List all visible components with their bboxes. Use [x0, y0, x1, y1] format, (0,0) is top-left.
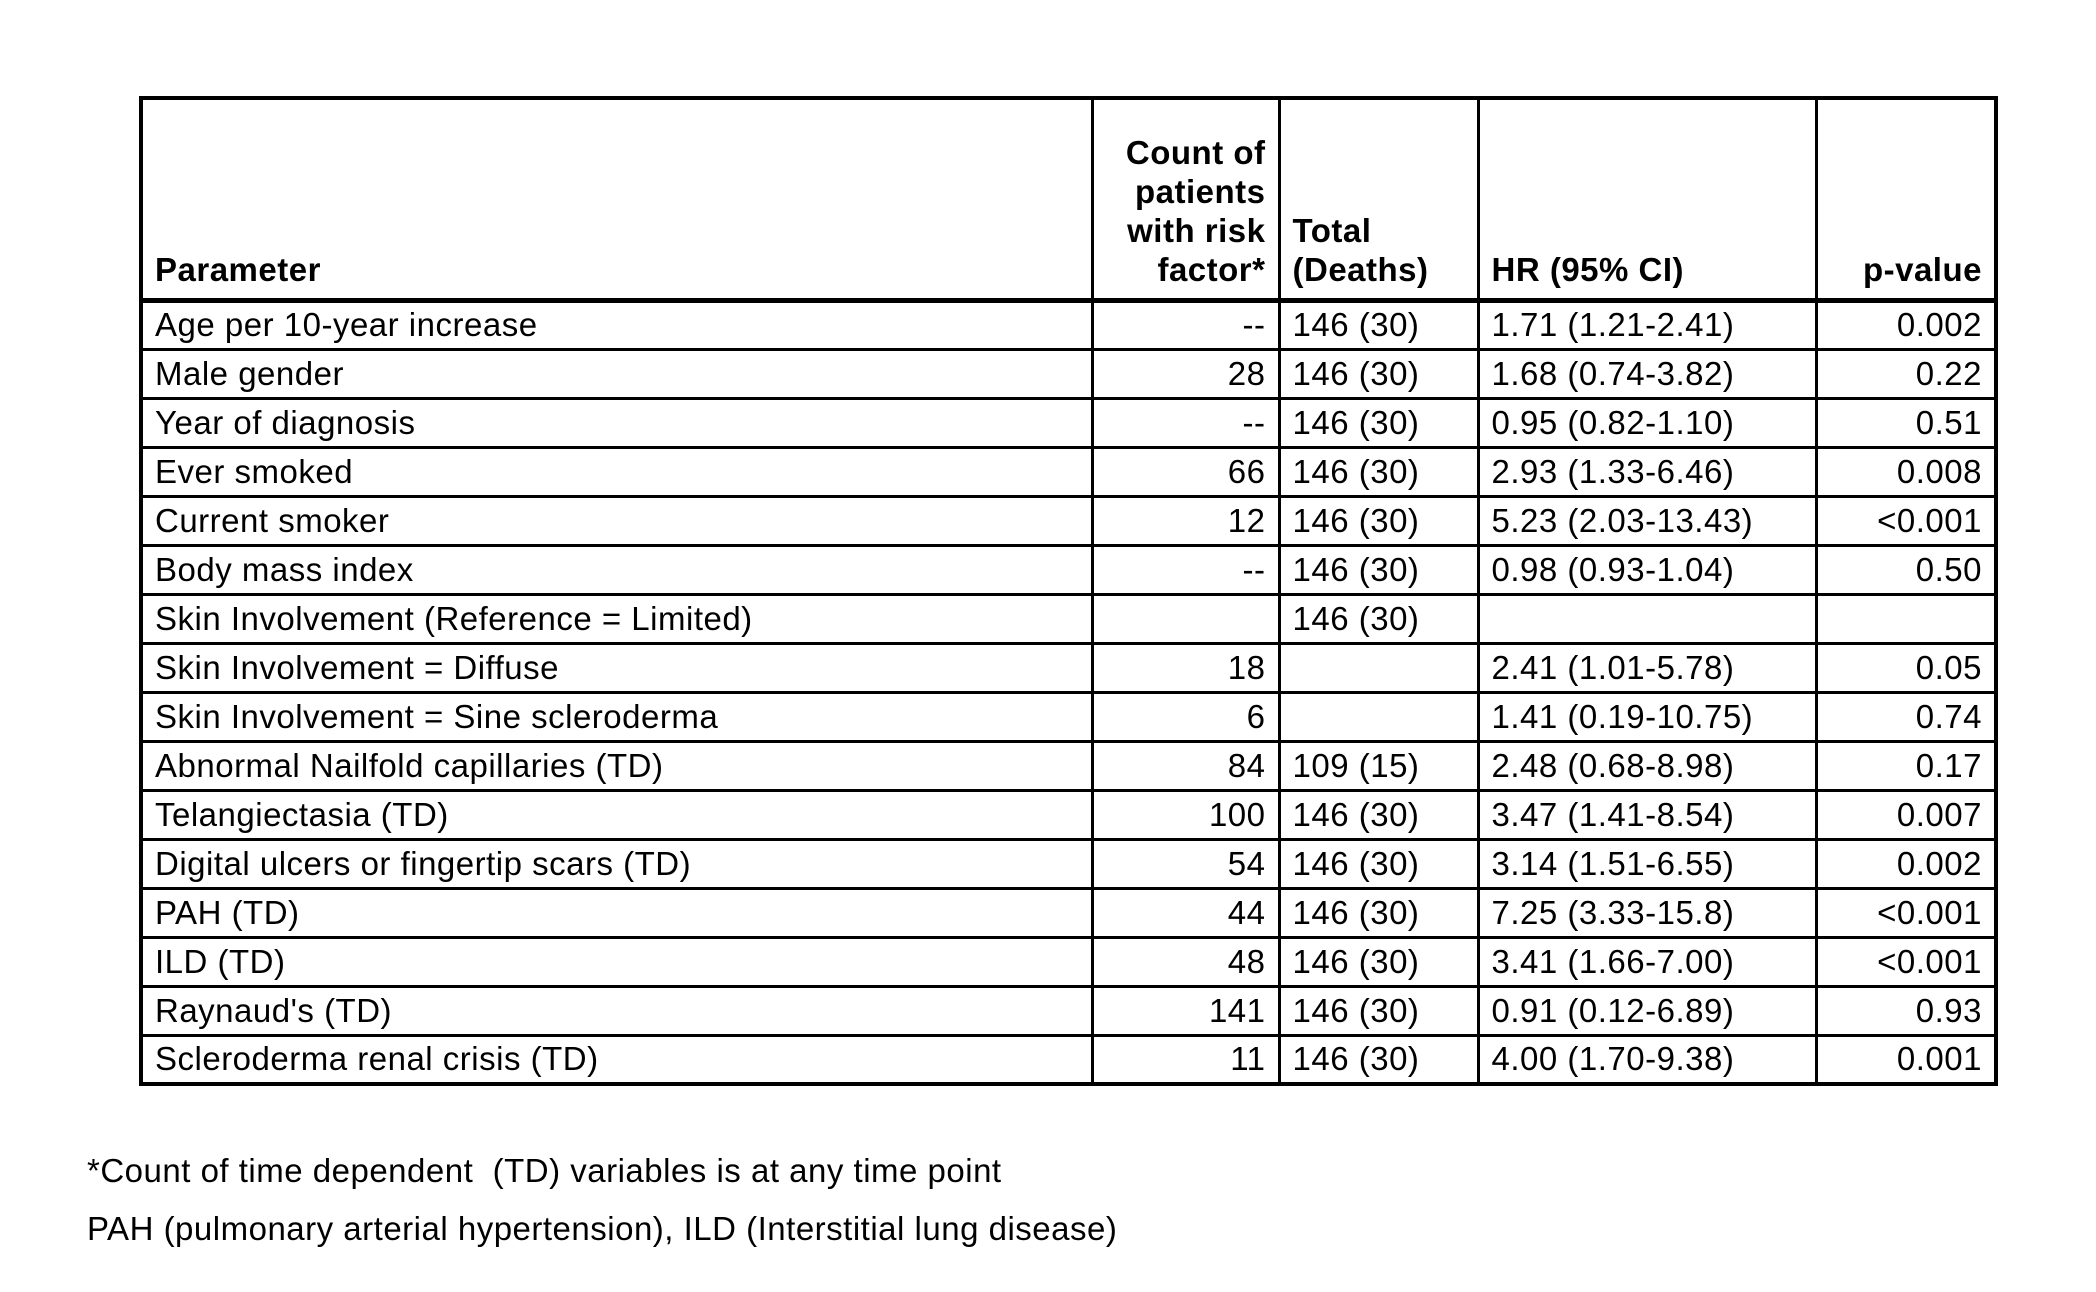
hr-cell: 1.41 (0.19-10.75): [1478, 692, 1816, 741]
total-cell: 146 (30): [1279, 300, 1478, 349]
total-cell: 146 (30): [1279, 1035, 1478, 1084]
pvalue-cell: 0.007: [1816, 790, 1996, 839]
param-cell: Year of diagnosis: [141, 398, 1092, 447]
table-row: [141, 594, 1996, 643]
pvalue-cell: 0.17: [1816, 741, 1996, 790]
param-cell: Body mass index: [141, 545, 1092, 594]
hr-cell: 3.47 (1.41-8.54): [1478, 790, 1816, 839]
pvalue-cell: 0.001: [1816, 1035, 1996, 1084]
count-cell: 6: [1092, 692, 1279, 741]
count-cell: 18: [1092, 643, 1279, 692]
param-cell: Skin Involvement (Reference = Limited): [141, 594, 1092, 643]
count-cell: 100: [1092, 790, 1279, 839]
hr-cell: 7.25 (3.33-15.8): [1478, 888, 1816, 937]
footnote-abbreviations: PAH (pulmonary arterial hypertension), ILD (Interstitial lung disease): [87, 1210, 1118, 1247]
col-header-count: Count of patients with risk factor*: [1092, 98, 1279, 300]
pvalue-cell: <0.001: [1816, 937, 1996, 986]
col-header-pvalue: p-value: [1816, 98, 1996, 300]
hr-cell: 1.71 (1.21-2.41): [1478, 300, 1816, 349]
count-cell: 54: [1092, 839, 1279, 888]
pvalue-cell: <0.001: [1816, 496, 1996, 545]
total-cell: 146 (30): [1279, 496, 1478, 545]
pvalue-cell: 0.22: [1816, 349, 1996, 398]
table-row: [141, 643, 1996, 692]
total-cell: 146 (30): [1279, 594, 1478, 643]
table-row: [141, 790, 1996, 839]
count-cell: 44: [1092, 888, 1279, 937]
table-row: [141, 888, 1996, 937]
total-cell: 146 (30): [1279, 447, 1478, 496]
param-cell: Current smoker: [141, 496, 1092, 545]
total-cell: 146 (30): [1279, 986, 1478, 1035]
total-cell: [1279, 692, 1478, 741]
table-row: [141, 447, 1996, 496]
count-cell: 84: [1092, 741, 1279, 790]
param-cell: Scleroderma renal crisis (TD): [141, 1035, 1092, 1084]
total-cell: 146 (30): [1279, 398, 1478, 447]
pvalue-cell: <0.001: [1816, 888, 1996, 937]
pvalue-cell: 0.008: [1816, 447, 1996, 496]
count-cell: --: [1092, 398, 1279, 447]
pvalue-cell: 0.002: [1816, 300, 1996, 349]
hr-cell: 2.41 (1.01-5.78): [1478, 643, 1816, 692]
total-cell: 146 (30): [1279, 349, 1478, 398]
hr-cell: 3.41 (1.66-7.00): [1478, 937, 1816, 986]
hr-cell: [1478, 594, 1816, 643]
count-cell: 141: [1092, 986, 1279, 1035]
param-cell: Age per 10-year increase: [141, 300, 1092, 349]
param-cell: Raynaud's (TD): [141, 986, 1092, 1035]
hr-cell: 2.93 (1.33-6.46): [1478, 447, 1816, 496]
pvalue-cell: 0.002: [1816, 839, 1996, 888]
pvalue-cell: 0.51: [1816, 398, 1996, 447]
total-cell: 109 (15): [1279, 741, 1478, 790]
table-row: [141, 1035, 1996, 1084]
hr-cell: 0.98 (0.93-1.04): [1478, 545, 1816, 594]
hr-cell: 1.68 (0.74-3.82): [1478, 349, 1816, 398]
table-row: [141, 300, 1996, 349]
param-cell: Ever smoked: [141, 447, 1092, 496]
col-header-parameter: Parameter: [141, 98, 1092, 300]
count-cell: 12: [1092, 496, 1279, 545]
table-row: [141, 398, 1996, 447]
pvalue-cell: [1816, 594, 1996, 643]
pvalue-cell: 0.93: [1816, 986, 1996, 1035]
count-cell: --: [1092, 300, 1279, 349]
count-cell: --: [1092, 545, 1279, 594]
table-row: [141, 839, 1996, 888]
table-row: [141, 937, 1996, 986]
count-cell: 66: [1092, 447, 1279, 496]
table-row: [141, 496, 1996, 545]
col-header-hr: HR (95% CI): [1478, 98, 1816, 300]
table-row: [141, 349, 1996, 398]
param-cell: Digital ulcers or fingertip scars (TD): [141, 839, 1092, 888]
total-cell: 146 (30): [1279, 790, 1478, 839]
param-cell: Male gender: [141, 349, 1092, 398]
hr-cell: 4.00 (1.70-9.38): [1478, 1035, 1816, 1084]
header-row: [141, 98, 1996, 300]
total-cell: 146 (30): [1279, 937, 1478, 986]
count-cell: 48: [1092, 937, 1279, 986]
param-cell: Skin Involvement = Sine scleroderma: [141, 692, 1092, 741]
count-cell: 11: [1092, 1035, 1279, 1084]
hr-cell: 0.95 (0.82-1.10): [1478, 398, 1816, 447]
hr-cell: 0.91 (0.12-6.89): [1478, 986, 1816, 1035]
hr-cell: 2.48 (0.68-8.98): [1478, 741, 1816, 790]
cox-regression-table: [139, 96, 1998, 1086]
table-row: [141, 741, 1996, 790]
total-cell: 146 (30): [1279, 839, 1478, 888]
param-cell: Telangiectasia (TD): [141, 790, 1092, 839]
count-cell: 28: [1092, 349, 1279, 398]
table-row: [141, 545, 1996, 594]
table-row: [141, 692, 1996, 741]
pvalue-cell: 0.50: [1816, 545, 1996, 594]
param-cell: Skin Involvement = Diffuse: [141, 643, 1092, 692]
table-body: [141, 300, 1996, 1084]
hr-cell: 3.14 (1.51-6.55): [1478, 839, 1816, 888]
col-header-total: Total (Deaths): [1279, 98, 1478, 300]
footnote-td-definition: *Count of time dependent (TD) variables is at any time point: [87, 1152, 1002, 1189]
total-cell: 146 (30): [1279, 545, 1478, 594]
total-cell: [1279, 643, 1478, 692]
total-cell: 146 (30): [1279, 888, 1478, 937]
table-row: [141, 986, 1996, 1035]
param-cell: ILD (TD): [141, 937, 1092, 986]
pvalue-cell: 0.05: [1816, 643, 1996, 692]
param-cell: PAH (TD): [141, 888, 1092, 937]
count-cell: [1092, 594, 1279, 643]
hr-cell: 5.23 (2.03-13.43): [1478, 496, 1816, 545]
pvalue-cell: 0.74: [1816, 692, 1996, 741]
table-header: [141, 98, 1996, 300]
param-cell: Abnormal Nailfold capillaries (TD): [141, 741, 1092, 790]
